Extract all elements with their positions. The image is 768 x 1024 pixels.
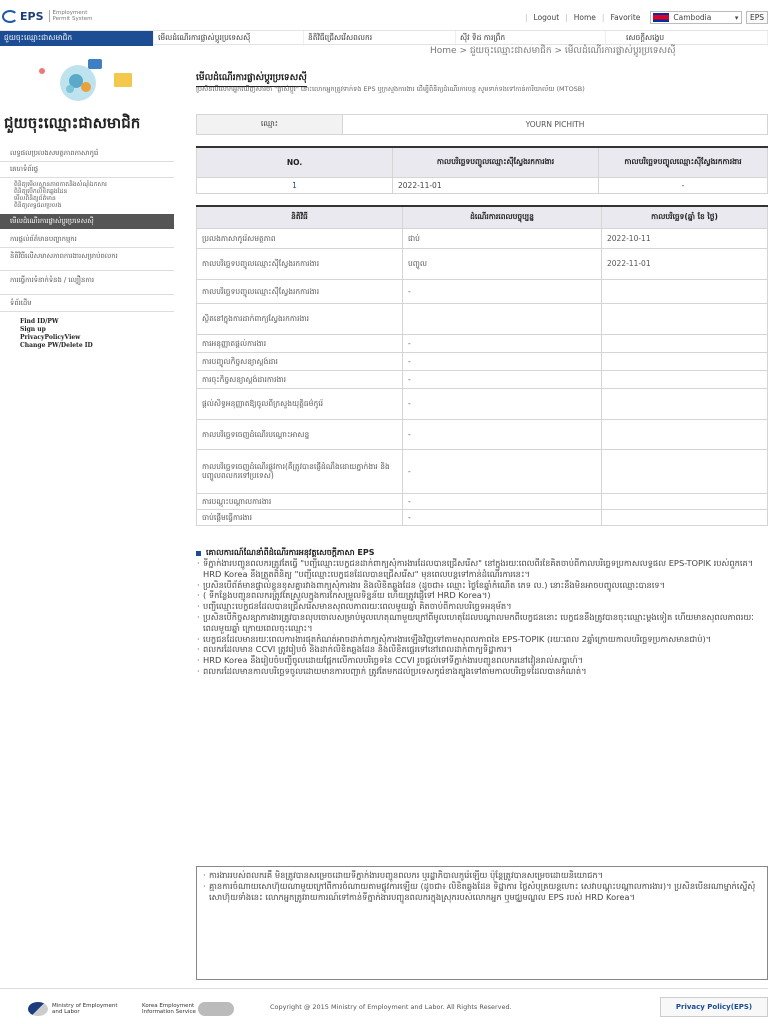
note-item: · HRD Korea នឹងរៀបចំបញ្ជីចូលដោយផ្អែកលើកាលបរិច្ឆេទនៃ CCVI រួចផ្តល់ទៅទីភ្នាក់ងារបញ្ជូនពលករនៅវៀនរាល់សប្តាហ៍។: [196, 655, 766, 666]
eps-logo[interactable]: [2, 9, 92, 23]
table-cell: [403, 303, 602, 334]
bullet-square-icon: [196, 551, 201, 556]
page-title: មើលដំណើរការផ្លាស់ប្តូរប្រទេសស៊ី: [196, 72, 307, 87]
table-row: [197, 334, 768, 352]
country-select[interactable]: [650, 11, 742, 24]
change-pw-link[interactable]: Change PW/Delete ID: [20, 342, 93, 349]
main-nav: [0, 30, 768, 45]
table-cell: -: [403, 493, 602, 509]
sidebar-item-main[interactable]: ទំព័រដើម: [0, 296, 174, 312]
sidebar-item-topik-results[interactable]: លទ្ធផលប្រលងសមត្ថភាពភាសាកូរ៉េ: [0, 146, 174, 162]
table-cell: កាលបរិច្ឆេទបញ្ចូលឈ្មោះស៊ីស្វែងរកការងារ: [197, 279, 403, 303]
note-item: · បេក្ខជនដែលមានរយៈពេលការងារផុតកំណត់អាចដាក់ពាក្យសុំការងារឡើងវិញទៅតាមសុពលភាពនៃ EPS-TOPIK (រយៈពេល 2ឆ្នាំក្រោយកាលបរិច្ឆេទប្រកាសមានជាប់)។: [196, 634, 766, 645]
col-date: កាលបរិច្ឆេទ(ឆ្នាំ ខែ ថ្ងៃ): [602, 206, 768, 228]
table-cell: [602, 303, 768, 334]
table-cell: -: [403, 334, 602, 352]
table-cell: 2022-11-01: [393, 177, 599, 193]
status-table: [196, 205, 768, 526]
table-cell: ការអនុញ្ញាតផ្តល់ការងារ: [197, 334, 403, 352]
table-cell: [602, 352, 768, 370]
table-row: [197, 388, 768, 419]
registration-table: [196, 146, 768, 194]
name-table: [196, 114, 768, 135]
table-cell: -: [403, 352, 602, 370]
table-cell: [602, 493, 768, 509]
table-cell: ការបណ្តុះបណ្តាលការងារ: [197, 493, 403, 509]
country-value: Cambodia: [673, 13, 712, 22]
separator: |: [525, 13, 528, 22]
table-cell: ផ្តល់សិទ្ធអនុញ្ញាតឱ្យចូលពីក្រសួងយុត្តិធម៌កូរ៉េ: [197, 388, 403, 419]
separator: |: [601, 13, 605, 22]
table-row: [197, 177, 768, 193]
table-cell: [602, 370, 768, 388]
row-no-link[interactable]: 1: [197, 177, 393, 193]
table-cell: [602, 334, 768, 352]
table-row: [197, 509, 768, 525]
page-description: ប្រសិនបើលោកអ្នកឃើញសារថា "ផ្លាស់ប្តូរ" នោះលោកអ្នកត្រូវទាក់ទង EPS ឬក្រសួងការងារ ដើម្បីពិនិត្យដំណើរការបន្ត សូមទាក់ទងទៅកាន់ការិយាល័យ (MTOSB): [196, 85, 585, 93]
note-item: · ប្រសិនបើព័ត៌មានផ្ទាល់ខ្លួនខុសគ្នារវាងពាក្យសុំការងារ និងលិខិតឆ្លងដែន (ដូចជា៖ ឈ្មោះ ថ្ងៃខែឆ្នាំកំណើត ភេទ ល.) នោះនឹងមិនអាចបញ្ចូលឈ្មោះបានទេ។: [196, 580, 766, 591]
table-cell: [602, 279, 768, 303]
table-cell: [602, 419, 768, 449]
col-register-date-2: កាលបរិច្ឆេទបញ្ចូលឈ្មោះស៊ីស្វែងរកការងារ: [599, 147, 768, 177]
table-cell: 2022-10-11: [602, 228, 768, 248]
breadcrumb: Home > ជួយចុះឈ្មោះជាសមាជិក > មើលដំណើរការផ្លាស់ប្តូរប្រទេសស៊ី: [430, 46, 676, 56]
eps-button[interactable]: EPS: [746, 11, 768, 24]
warning-item: · គ្មានការចំណាយសោហ៊ុយណាមួយក្រៅពីការចំណាយតាមផ្លូវការឡើយ (ដូចជា៖ លិខិតឆ្លងដែន ទិដ្ឋាការ ថ្លៃសំបុត្រយន្តហោះ សេវាបណ្តុះបណ្តាលការងារ)។ ប្រសិនបើនរណាម្នាក់ស្នើសុំសោហ៊ុយទាំងនេះ លោកអ្នកត្រូវរាយការណ៍ទៅកាន់ទីភ្នាក់ងារបញ្ជូនពលករក្នុងស្រុករបស់លោកអ្នក ឬមជ្ឈមណ្ឌល EPS របស់ HRD Korea។: [202, 881, 762, 903]
table-cell: ចាប់ផ្តើមធ្វើការងារ: [197, 509, 403, 525]
col-register-date: កាលបរិច្ឆេទបញ្ចូលឈ្មោះស៊ីស្វែងរកការងារ: [393, 147, 599, 177]
name-value: YOURN PICHITH: [343, 115, 768, 135]
favorite-link[interactable]: Favorite: [610, 13, 641, 22]
table-row: [197, 248, 768, 279]
table-row: [197, 303, 768, 334]
name-label: ឈ្មោះ: [197, 115, 343, 135]
top-links: [519, 11, 742, 24]
note-item: · ពលករដែលមាន CCVI ត្រូវរៀបចំ និងដាក់លិខិតឆ្លងដែន និងលិខិតផ្ទេរទៅនៅពេលដាក់ពាក្យទិដ្ឋាការ។: [196, 644, 766, 655]
sidebar-item-contact[interactable]: ការធ្វើការទំនាក់ទំនង / ល្បឿនការ: [0, 273, 174, 295]
sidebar-item-procedure[interactable]: និតិវិធីលើសមាសភាពការងារសម្រាប់ពលករ: [0, 249, 174, 271]
table-cell: -: [403, 388, 602, 419]
note-item: · ទីភ្នាក់ងារបញ្ជូនពលករត្រូវតែធ្វើ "បញ្ជីឈ្មោះបេក្ខជនដាក់ពាក្យសុំការងារដែលបានជ្រើសរើស" នៅក្នុងរយៈពេលពីរខែគិតចាប់ពីកាលបរិច្ឆេទប្រកាសលទ្ធផល EPS-TOPIK របស់ពួកគេ។ HRD Korea នឹងត្រួតពិនិត្យ "បញ្ជីឈ្មោះបេក្ខជនដែលបានជ្រើសរើស" មុនពេលបន្តទៅកាន់ដំណើរការនេះ។: [196, 558, 766, 580]
note-item: · ( ទីកន្លែងបញ្ជូនពលករត្រូវតែស្រួលក្នុងការកែសម្រួលទិន្នន័យ ហើយត្រូវផ្ញើទៅ HRD Korea។): [196, 590, 766, 601]
copyright: Copyright @ 2015 Ministry of Employment and Labor. All Rights Reserved.: [270, 1003, 512, 1011]
table-cell: ការបញ្ចូលកិច្ចសន្យាស្តង់ដារ: [197, 352, 403, 370]
sidebar-item-view-process[interactable]: មើលដំណើរការផ្លាស់ប្តូរប្រទេសស៊ី: [0, 214, 174, 229]
col-procedure: និតិវិធី: [197, 206, 403, 228]
nav-selection-procedure[interactable]: និតិវិធីជ្រើសរើសពលករ: [304, 31, 456, 46]
table-row: [197, 352, 768, 370]
table-cell: ប្រលងភាសាកូរ៉េសមត្ថភាព: [197, 228, 403, 248]
table-cell: ជាប់: [403, 228, 602, 248]
note-item: · ប្រសិនបើកិច្ចសន្យាការងារត្រូវបានលុបចោលសម្រាប់មូលហេតុណាមួយក្រៅពីមូលហេតុដែលបណ្តាលមកពីបេក្ខជននោះ បេក្ខជននឹងត្រូវបានចុះឈ្មោះម្តងទៀត ហើយមានសុពលភាពរយៈពេលមួយឆ្នាំ ក្រោយពេលចុះឈ្មោះ។: [196, 612, 766, 634]
sidebar-item-homepage[interactable]: គេហទំព័រផ្ទ: [0, 162, 174, 178]
sidebar-item-worker-info[interactable]: ការផ្តល់ព័ត៌មានបញ្ហាកម្មករ: [0, 232, 174, 248]
table-cell: កាលបរិច្ឆេទចេញដំណើរផ្លូវការ(គឺត្រូវបានផ្ញើដំណឹងដោយភ្នាក់ងារ និងបញ្ចូលពលករទៅប្រទេស): [197, 449, 403, 493]
separator: |: [565, 13, 568, 22]
home-link[interactable]: Home: [573, 13, 596, 22]
table-cell: -: [403, 419, 602, 449]
eps-logo-icon: [2, 10, 18, 23]
nav-view-process[interactable]: មើលដំណើរការផ្លាស់ប្តូរប្រទេសស៊ី: [154, 31, 304, 46]
warning-box: [196, 866, 768, 980]
sidebar-subitem[interactable]: មើលពិនិត្យព័ត៌មាន: [14, 195, 56, 202]
head-gears-illustration: [30, 55, 140, 110]
col-current-status: ដំណើរការពេលបច្ចុប្បន្ន: [403, 206, 602, 228]
notes-title: គោលការណ៍ណែនាំពីដំណើរការអនុវត្តសេចក្តីភាសា EPS: [206, 548, 375, 557]
logo-subtitle: [49, 10, 93, 22]
table-row: [197, 370, 768, 388]
nav-member-register[interactable]: ជួយចុះឈ្មោះជាសមាជិក: [0, 31, 154, 46]
ministry-emblem-icon: [28, 1002, 48, 1016]
sidebar-subitem[interactable]: ពិនិត្យលទ្ធផលប្រលង: [14, 202, 62, 209]
nav-schedule[interactable]: ស៊ីវ ទិដ ការព្រឹក: [456, 31, 606, 46]
table-row: [197, 493, 768, 509]
ministry-logo: [28, 1002, 117, 1016]
hrd-logo: [142, 1002, 234, 1016]
ministry-line2: and Labor: [52, 1009, 80, 1015]
table-row: [197, 228, 768, 248]
table-cell: [602, 509, 768, 525]
table-cell: ស្ថិតនៅក្នុងការដាក់ពាក្យស្វែងរកការងារ: [197, 303, 403, 334]
hrd-emblem-icon: [198, 1002, 234, 1016]
cambodia-flag-icon: [653, 13, 669, 22]
warning-item: · ការងាររបស់ពលករគឺ មិនត្រូវបានសម្រេចដោយទីភ្នាក់ងារបញ្ជូនពលករ ឬរដ្ឋាភិបាលកូរ៉េឡើយ ប៉ុន្តែត្រូវបានសម្រេចដោយនិយោជក។: [202, 870, 762, 881]
table-cell: 2022-11-01: [602, 248, 768, 279]
sidebar-subitem[interactable]: ពិនិត្យបើកលិខិតឆ្លងដែន: [14, 188, 68, 195]
table-cell: កាលបរិច្ឆេទចេញដំណើរបណ្តោះអាសន្ន: [197, 419, 403, 449]
logo-sub-line2: Permit System: [52, 16, 93, 22]
privacy-policy-link[interactable]: PrivacyPolicyView: [20, 334, 81, 341]
logo-sub-line1: Employment: [52, 10, 88, 16]
table-cell: [602, 388, 768, 419]
table-cell: -: [403, 279, 602, 303]
table-cell: -: [403, 370, 602, 388]
nav-summary[interactable]: សេចក្តីសង្ខេប: [606, 31, 768, 46]
note-item: · បញ្ជីឈ្មោះបេក្ខជនដែលបានជ្រើសរើសមានសុពលភាពរយៈពេលមួយឆ្នាំ គិតចាប់ពីកាលបរិច្ឆេទអនុម័ត។: [196, 601, 766, 612]
hrd-line1: Korea Employment: [142, 1003, 195, 1009]
table-row: [197, 419, 768, 449]
notes-list: [196, 558, 766, 677]
table-cell: -: [403, 449, 602, 493]
sign-up-link[interactable]: Sign up: [20, 326, 46, 333]
col-no: NO.: [197, 147, 393, 177]
privacy-policy-button[interactable]: Privacy Policy(EPS): [660, 997, 768, 1017]
note-item: · ពលករដែលមានកាលបរិច្ឆេទចូលដោយមានការបញ្ជាក់ ត្រូវតែមកដល់ប្រទេសកូរ៉េខាងត្បូងទៅតាមកាលបរិច្ឆេទដែលបានកំណត់។: [196, 666, 766, 677]
table-cell: បញ្ចូល: [403, 248, 602, 279]
find-id-pw-link[interactable]: Find ID/PW: [20, 318, 59, 325]
logo-text: EPS: [20, 9, 44, 23]
table-cell: កាលបរិច្ឆេទបញ្ចូលឈ្មោះស៊ីស្វែងរកការងារ: [197, 248, 403, 279]
table-cell: ការចុះកិច្ចសន្យាស្តង់ដារការងារ: [197, 370, 403, 388]
table-row: [197, 449, 768, 493]
logout-link[interactable]: Logout: [533, 13, 560, 22]
table-cell: -: [599, 177, 768, 193]
chevron-down-icon: ▾: [734, 13, 739, 22]
table-cell: -: [403, 509, 602, 525]
ministry-line1: Ministry of Employment: [52, 1003, 118, 1009]
hrd-line2: Information Service: [142, 1009, 196, 1015]
table-cell: [602, 449, 768, 493]
sidebar-subitem[interactable]: ពិនិត្យមើលស្ថានភាពកាតនិងសំណុំឯកសារ: [14, 181, 107, 188]
table-row: [197, 279, 768, 303]
sidebar-title: ជួយចុះឈ្មោះជាសមាជិក: [4, 114, 141, 132]
